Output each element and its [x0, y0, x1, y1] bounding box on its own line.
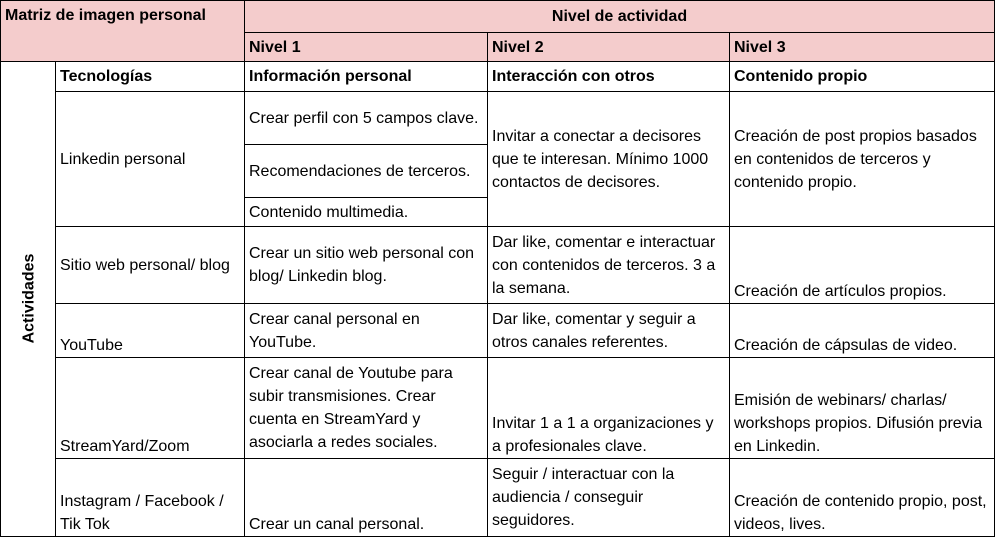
table-row [1, 227, 995, 304]
level-2-header: Nivel 2 [488, 33, 730, 62]
matrix-title: Matriz de imagen personal [1, 1, 245, 62]
tech-cell: Instagram / Facebook / Tik Tok [56, 459, 245, 537]
level-1-cell: Crear un sitio web personal con blog/ Linkedin blog. [245, 227, 488, 304]
level-3-header: Nivel 3 [730, 33, 995, 62]
level-3-cell: Emisión de webinars/ charlas/ workshops propios. Difusión previa en Linkedin. [730, 358, 995, 459]
level-1-cell: Recomendaciones de terceros. [245, 145, 488, 198]
level-2-cell: Seguir / interactuar con la audiencia / conseguir seguidores. [488, 459, 730, 537]
level-2-cell: Dar like, comentar y seguir a otros canales referentes. [488, 304, 730, 358]
level-2-cell: Invitar a conectar a decisores que te interesan. Mínimo 1000 contactos de decisores. [488, 92, 730, 227]
level-1-cell: Crear perfil con 5 campos clave. [245, 92, 488, 145]
tech-cell: StreamYard/Zoom [56, 358, 245, 459]
level-3-cell: Creación de contenido propio, post, videos, lives. [730, 459, 995, 537]
level-1-header: Nivel 1 [245, 33, 488, 62]
column-header-personal-info: Información personal [245, 62, 488, 92]
level-1-cell: Contenido multimedia. [245, 198, 488, 227]
table-row [1, 358, 995, 459]
level-3-cell: Creación de cápsulas de video. [730, 304, 995, 358]
tech-cell: YouTube [56, 304, 245, 358]
table-row [1, 92, 995, 145]
level-2-cell: Invitar 1 a 1 a organizaciones y a profesionales clave. [488, 358, 730, 459]
tech-cell: Linkedin personal [56, 92, 245, 227]
level-1-cell: Crear canal personal en YouTube. [245, 304, 488, 358]
level-1-cell: Crear un canal personal. [245, 459, 488, 537]
activities-side-label: Actividades [20, 253, 38, 344]
level-2-cell: Dar like, comentar e interactuar con contenidos de terceros. 3 a la semana. [488, 227, 730, 304]
column-header-technologies: Tecnologías [56, 62, 245, 92]
table-row [1, 304, 995, 358]
activities-side-cell [1, 62, 56, 537]
column-header-interaction: Interacción con otros [488, 62, 730, 92]
activity-level-header: Nivel de actividad [245, 1, 995, 33]
level-3-cell: Creación de artículos propios. [730, 227, 995, 304]
table-row [1, 459, 995, 537]
tech-cell: Sitio web personal/ blog [56, 227, 245, 304]
level-3-cell: Creación de post propios basados en contenidos de terceros y contenido propio. [730, 92, 995, 227]
column-header-own-content: Contenido propio [730, 62, 995, 92]
level-1-cell: Crear canal de Youtube para subir transmisiones. Crear cuenta en StreamYard y asociarla a redes sociales. [245, 358, 488, 459]
